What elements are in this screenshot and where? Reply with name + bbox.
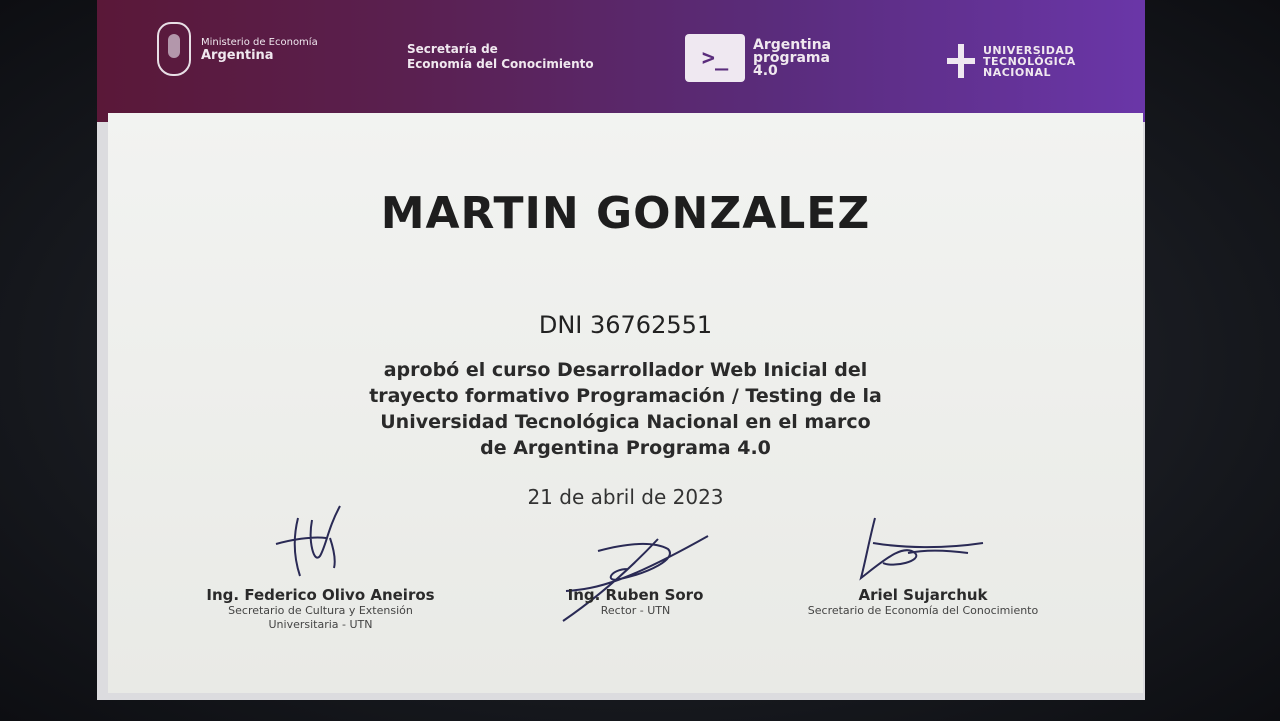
program-line2: programa xyxy=(753,49,830,66)
program-line1: Argentina xyxy=(753,36,832,53)
terminal-icon: >_ xyxy=(685,34,745,82)
ministry-line2: Argentina xyxy=(201,48,274,63)
signer-name: Ariel Sujarchuk xyxy=(858,586,988,604)
signer-role: Secretario de Cultura y Extensión Universitaria - UTN xyxy=(228,604,413,631)
utn-line1: UNIVERSIDAD xyxy=(983,43,1075,57)
recipient-dni: DNI 36762551 xyxy=(538,311,713,339)
utn-line2: TECNOLÓGICA xyxy=(983,54,1076,68)
signer-olivo-aneiros xyxy=(198,586,443,632)
signer-name: Ing. Federico Olivo Aneiros xyxy=(206,586,435,604)
secretariat-line2: Economía del Conocimiento xyxy=(407,57,594,71)
signer-name: Ing. Ruben Soro xyxy=(567,586,704,604)
secretariat-line1: Secretaría de xyxy=(407,42,498,56)
utn-line3: NACIONAL xyxy=(983,65,1051,79)
coat-of-arms-icon xyxy=(157,22,191,76)
signature-olivo-aneiros xyxy=(268,498,358,588)
signer-role: Secretario de Economía del Conocimiento xyxy=(807,604,1039,617)
recipient-name: MARTIN GONZALEZ xyxy=(380,188,871,239)
program-line3: 4.0 xyxy=(753,62,778,79)
ministry-line1: Ministerio de Economía xyxy=(201,37,318,48)
ministry-logo xyxy=(157,22,318,76)
certificate-body xyxy=(108,113,1143,693)
utn-logo xyxy=(947,44,1076,78)
signer-role: Rector - UTN xyxy=(600,604,671,617)
signer-ruben-soro xyxy=(518,586,753,618)
argentina-programa-logo xyxy=(685,34,831,82)
certificate-text: aprobó el curso Desarrollador Web Inicial del trayecto formativo Programación / Testing de la Universidad Tecnológica Nacional en el marco de Argentina Programa 4.0 xyxy=(369,359,882,459)
certificate-date: 21 de abril de 2023 xyxy=(527,485,724,509)
header-banner xyxy=(97,0,1145,122)
utn-emblem-icon xyxy=(947,44,975,78)
signer-ariel-sujarchuk xyxy=(798,586,1048,618)
secretariat-logo xyxy=(407,42,594,72)
signature-ariel-sujarchuk xyxy=(853,513,993,583)
